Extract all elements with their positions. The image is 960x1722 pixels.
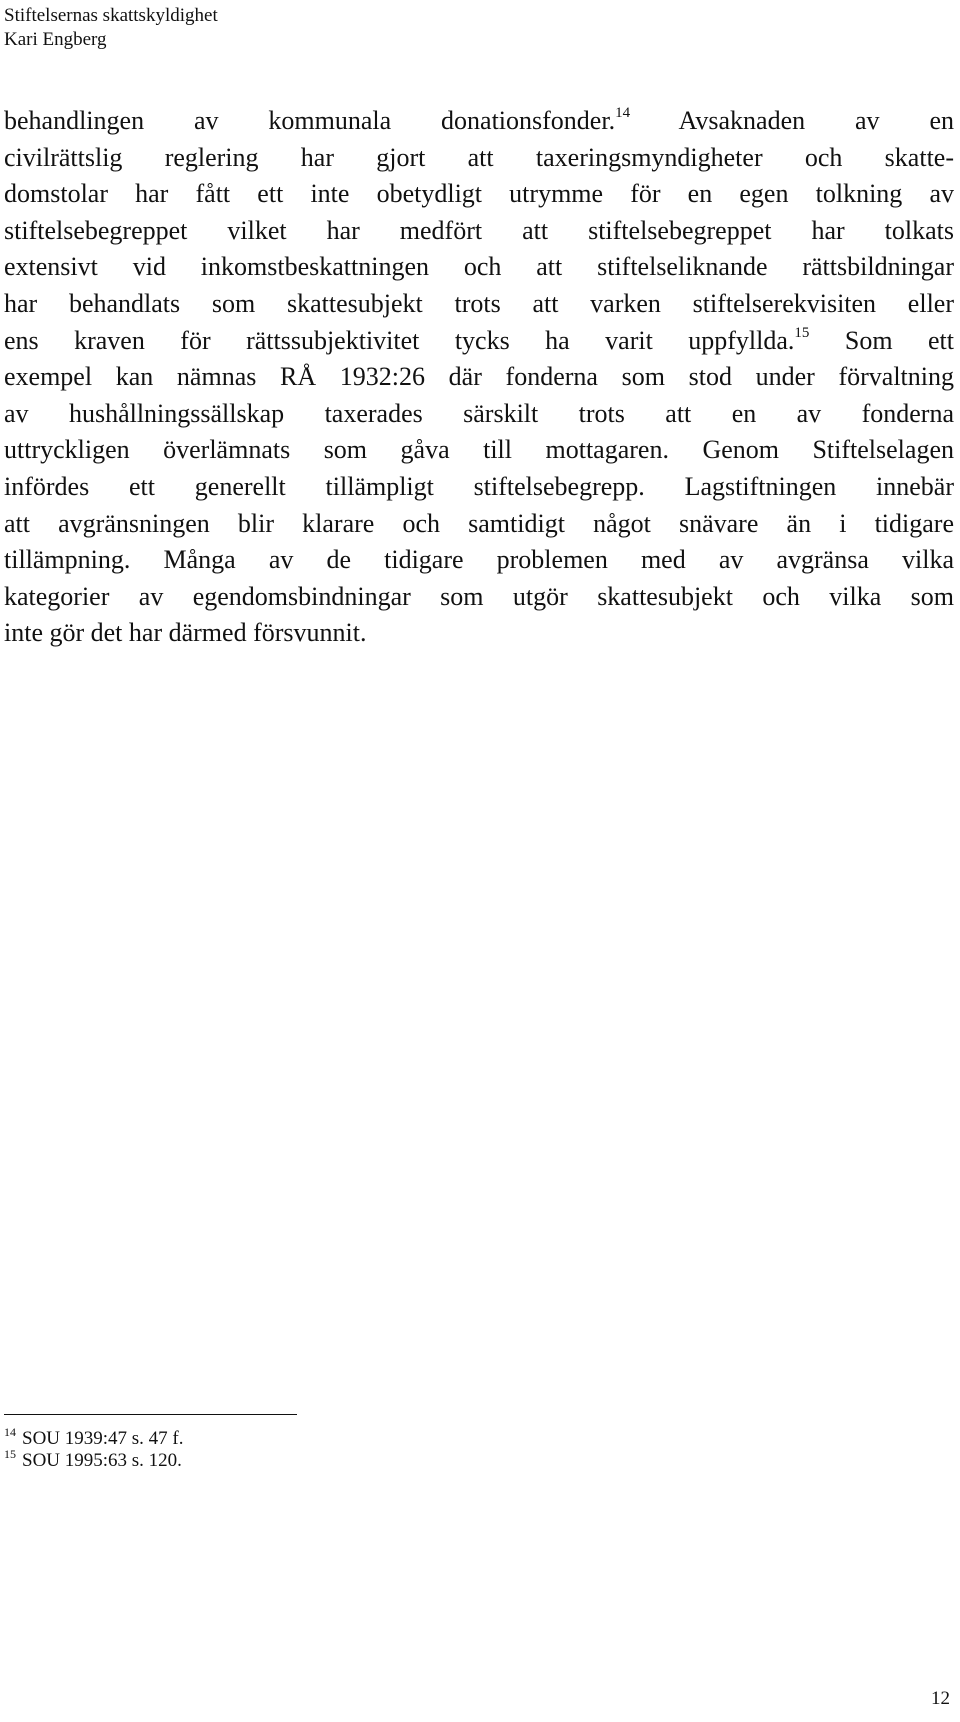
footnote-text: SOU 1939:47 s. 47 f. (22, 1428, 184, 1449)
body-line: civilrättslig reglering har gjort att taxeringsmyndigheter och skatte- (4, 142, 954, 172)
body-line: inte gör det har därmed försvunnit. (4, 618, 367, 648)
body-line: kategorier av egendomsbindningar som utgör skattesubjekt och vilka som (4, 581, 954, 611)
author-name: Kari Engberg (4, 29, 107, 50)
body-text (4, 103, 954, 652)
body-line: att avgränsningen blir klarare och samtidigt något snävare än i tidigare (4, 508, 954, 538)
footnote-number: 15 (4, 1447, 16, 1461)
page-header (4, 4, 218, 52)
footnote-ref-15[interactable]: 15 (794, 324, 810, 341)
document-title: Stiftelsernas skattskyldighet (4, 5, 218, 26)
footnote-text: SOU 1995:63 s. 120. (22, 1450, 182, 1471)
body-line: tillämpning. Många av de tidigare problemen med av avgränsa vilka (4, 545, 954, 575)
body-line: infördes ett generellt tillämpligt stiftelsebegrepp. Lagstiftningen innebär (4, 471, 954, 501)
footnote-separator (4, 1414, 297, 1415)
body-line: har behandlats som skattesubjekt trots att varken stiftelserekvisiten eller (4, 288, 954, 318)
body-line: uttryckligen överlämnats som gåva till mottagaren. Genom Stiftelselagen (4, 435, 954, 465)
footnote-15 (4, 1447, 182, 1472)
body-line: domstolar har fått ett inte obetydligt utrymme för en egen tolkning av (4, 179, 954, 209)
footnote-number: 14 (4, 1425, 16, 1439)
body-line: ens kraven för rättssubjektivitet tycks ha varit uppfyllda.$^{15}$ Som ett (4, 324, 955, 355)
footnote-ref-14[interactable]: 14 (615, 105, 631, 121)
page-number: 12 (931, 1688, 950, 1709)
body-line: stiftelsebegreppet vilket har medfört att stiftelsebegreppet har tolkats (4, 215, 954, 245)
body-line: exempel kan nämnas RÅ 1932:26 där fonderna som stod under förvaltning (4, 362, 954, 392)
body-line: av hushållningssällskap taxerades särskilt trots att en av fonderna (4, 398, 954, 428)
body-line: extensivt vid inkomstbeskattningen och att stiftelseliknande rättsbildningar (4, 252, 954, 282)
body-line: behandlingen av kommunala donationsfonder.$^{14}$ Avsaknaden av en (4, 105, 954, 135)
footnote-14 (4, 1425, 184, 1450)
